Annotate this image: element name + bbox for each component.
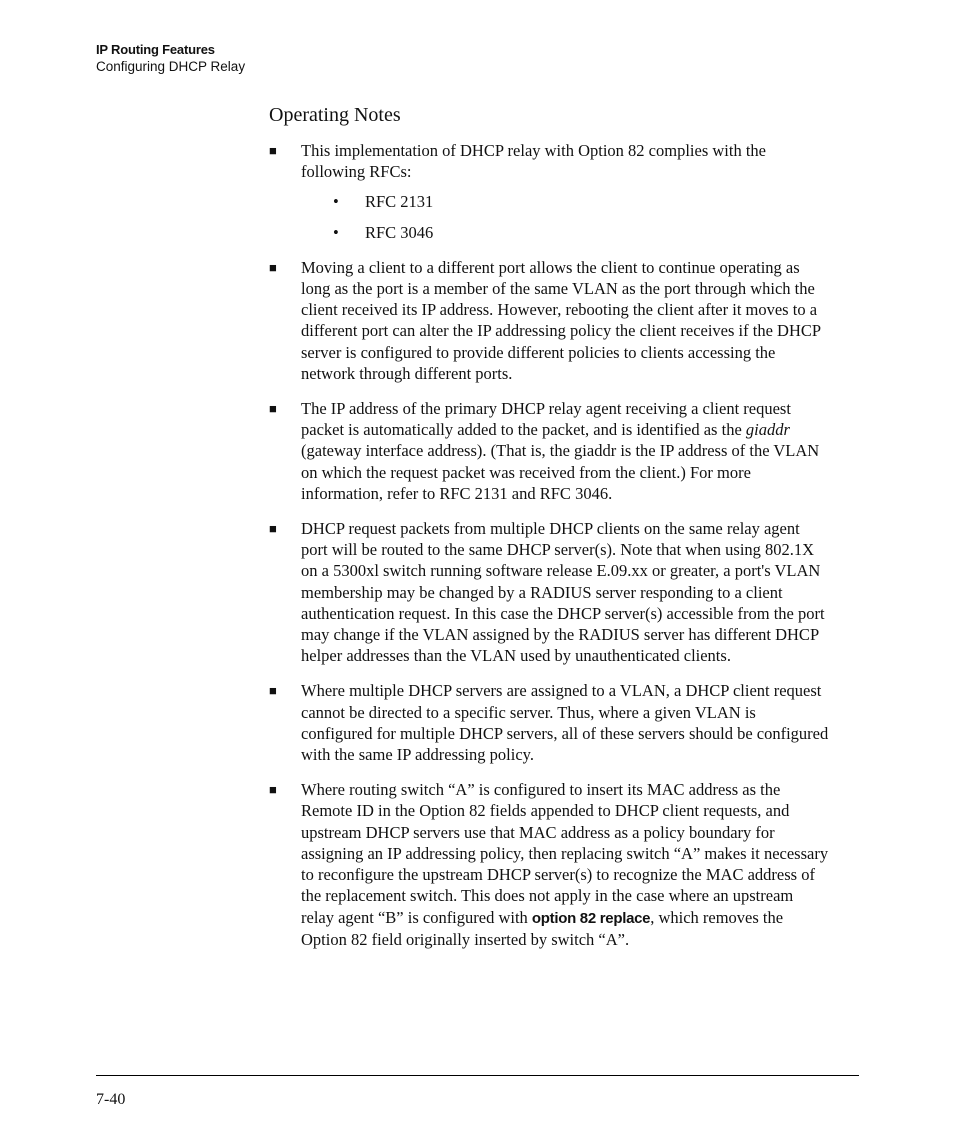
bullet-text: , which removes the Option 82 field originally inserted by switch “A”. [301, 907, 784, 949]
bullet-rfc-compliance [269, 140, 829, 243]
square-bullet-icon: ■ [269, 143, 277, 158]
round-bullet-icon: • [333, 222, 339, 242]
rfc-list-item [301, 191, 829, 212]
square-bullet-icon: ■ [269, 521, 277, 537]
bullet-request-routing [269, 518, 829, 666]
page-heading: Operating Notes [269, 104, 401, 126]
rfc-list-item [301, 222, 829, 243]
bullet-text: Moving a client to a different port allows the client to continue operating as long as the port is a member of the same VLAN as the port through which the client received its IP address. However, rebooting the client after it moves to a different port can alter the IP addressing policy the client receives if the DHCP server is configured to provide different policies to clients accessing the network through different ports. [301, 257, 821, 383]
chapter-title: IP Routing Features [96, 42, 215, 57]
rfc-label: RFC 2131 [365, 192, 434, 212]
command-option-82-replace: option 82 replace [531, 909, 651, 927]
running-header [96, 41, 245, 76]
square-bullet-icon: ■ [269, 259, 277, 275]
footer-divider [96, 1075, 859, 1076]
bullet-text: This implementation of DHCP relay with Option 82 complies with the following RFCs: [301, 141, 766, 182]
bullet-moving-client [269, 257, 829, 384]
square-bullet-icon: ■ [269, 782, 277, 798]
bullet-text: (gateway interface address). (That is, the giaddr is the IP address of the VLAN on which the request packet was received from the client.) For more information, refer to RFC 2131 and RFC 3046. [301, 441, 820, 503]
bullet-text: DHCP request packets from multiple DHCP clients on the same relay agent port will be routed to the same DHCP server(s). Note that when using 802.1X on a 5300xl switch running software release E.09.xx or greater, a port's VLAN membership may be changed by a RADIUS server responding to a client authentication request. In this case the DHCP server(s) accessible from the port may change if the VLAN assigned by the RADIUS server has different DHCP helper addresses than the VLAN used by unauthenticated clients. [301, 519, 825, 666]
page-number: 7-40 [96, 1091, 126, 1108]
bullet-text: The IP address of the primary DHCP relay agent receiving a client request packet is automatically added to the packet, and is identified as the [301, 399, 791, 440]
square-bullet-icon: ■ [269, 683, 277, 699]
bullet-multiple-servers [269, 680, 829, 765]
main-content [269, 102, 829, 964]
square-bullet-icon: ■ [269, 401, 277, 417]
round-bullet-icon: • [333, 192, 339, 212]
bullet-text: Where multiple DHCP servers are assigned to a VLAN, a DHCP client request cannot be directed to a specific server. Thus, where a given VLAN is configured for multiple DHCP servers, all of these servers should be configured with the same IP addressing policy. [301, 681, 829, 765]
giaddr-term: giaddr [745, 420, 790, 440]
bullet-text: Where routing switch “A” is configured to insert its MAC address as the Remote ID in the Option 82 fields appended to DHCP client requests, and upstream DHCP servers use that MAC address as a policy boundary for assigning an IP addressing policy, then replacing switch “A” makes it necessary to reconfigure the upstream DHCP server(s) to recognize the MAC address of the replacement switch. This does not apply in the case where an upstream relay agent “B” is configured with [301, 780, 829, 927]
bullet-giaddr [269, 398, 829, 504]
section-title: Configuring DHCP Relay [96, 59, 246, 74]
rfc-label: RFC 3046 [365, 222, 434, 242]
bullet-remote-id [269, 779, 829, 950]
